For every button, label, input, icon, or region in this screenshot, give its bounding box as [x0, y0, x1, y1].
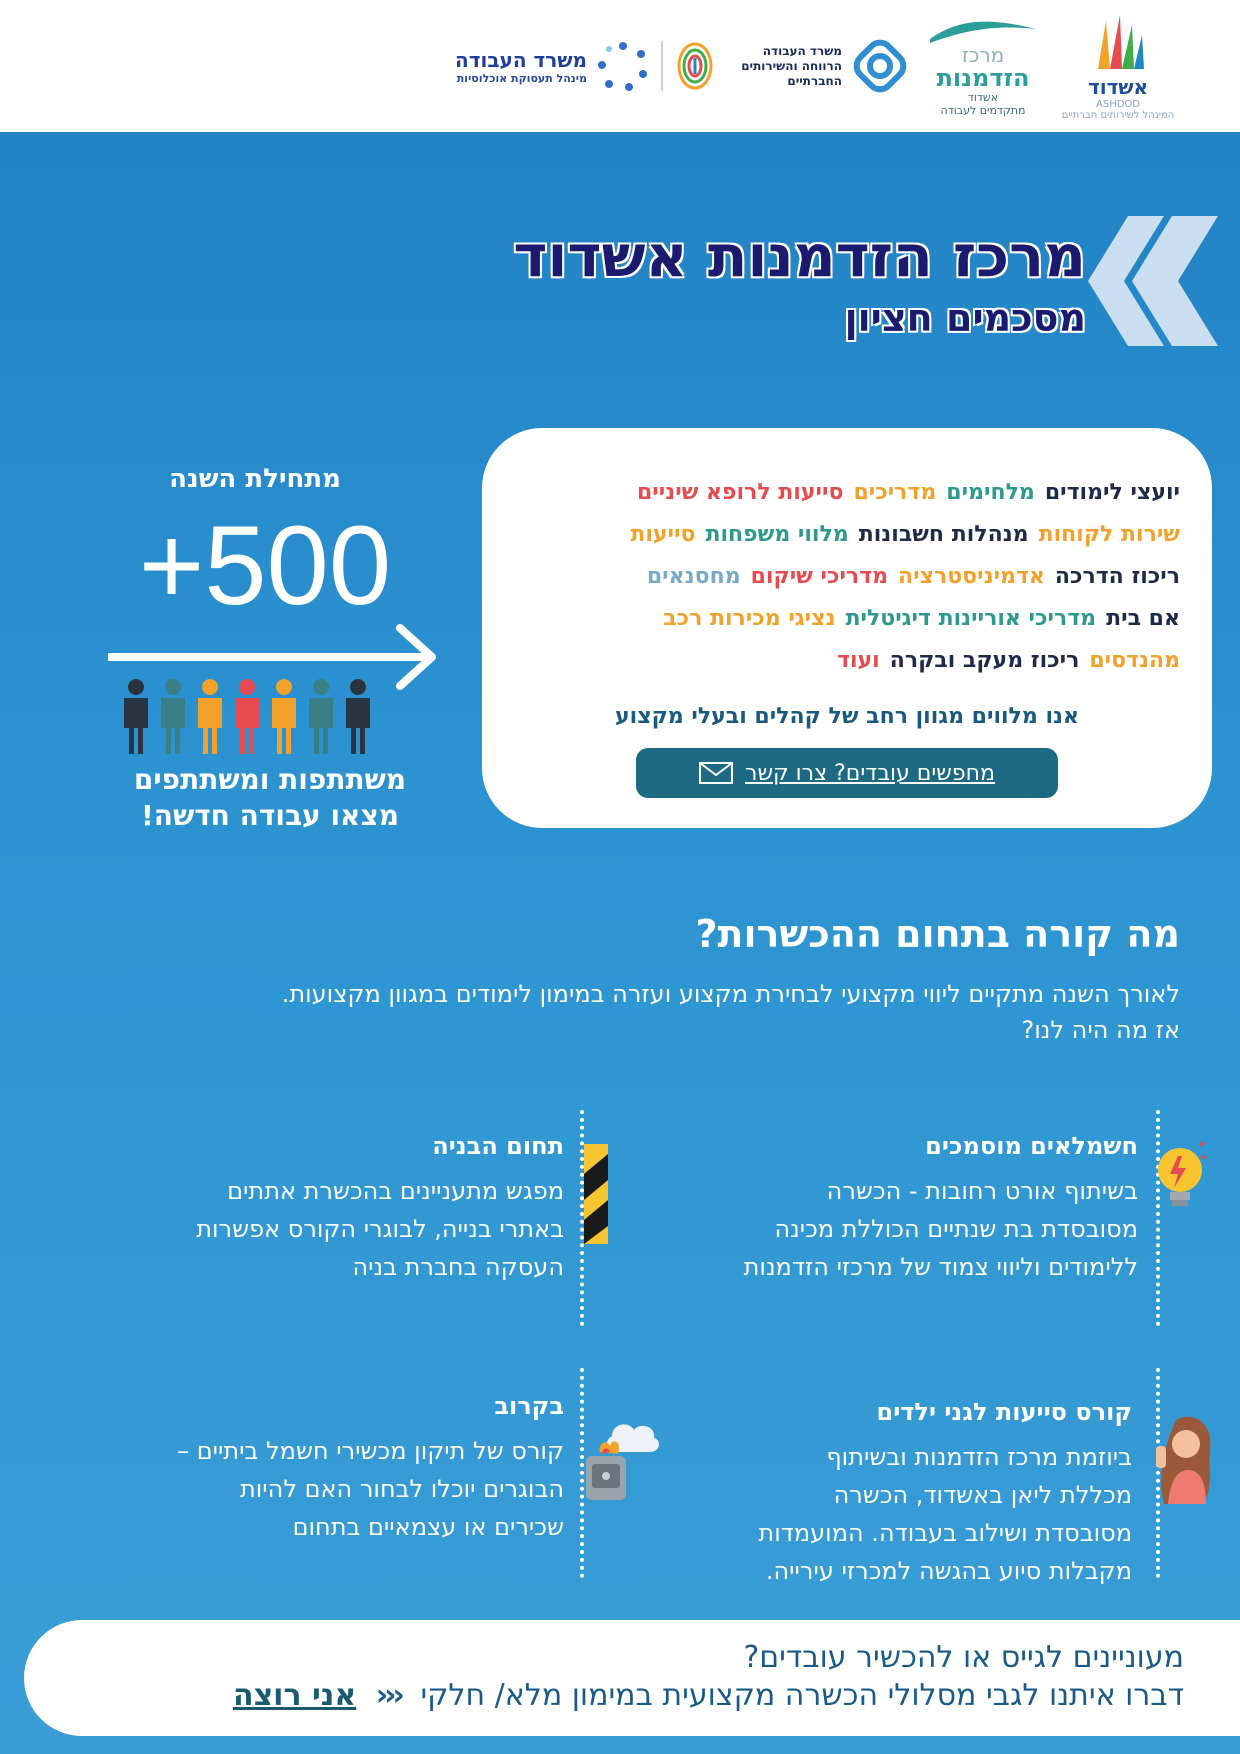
participants-number: +500: [138, 503, 392, 628]
role-tag: שירות לקוחות: [1038, 522, 1180, 547]
role-tag: מדריכי שיקום: [750, 564, 889, 589]
feature-line: מכללת ליאן באשדוד, הכשרה: [833, 1481, 1132, 1509]
feature-line: מקבלות סיוע בהגשה למכרזי עירייה.: [765, 1557, 1132, 1585]
ministry-welfare-l2: הרווחה והשירותים: [741, 58, 842, 73]
roles-list: [500, 472, 1180, 682]
role-tag: יועצי לימודים: [1044, 480, 1180, 505]
hizdamnut-l2: הזדמנות: [936, 64, 1030, 92]
role-tag: מדריכים: [853, 480, 937, 505]
feature-line: ללימודים וליווי צמוד של מרכזי הזדמנות: [743, 1253, 1138, 1281]
roles-line-4: [500, 598, 1180, 640]
contact-button-label: מחפשים עובדים? צרו קשר: [745, 760, 995, 786]
i-want-link[interactable]: אני רוצה: [232, 1678, 357, 1713]
roles-line-5: [500, 640, 1180, 682]
feature-electricians: [658, 1132, 1138, 1286]
feature-coming-soon: [84, 1392, 564, 1546]
barrier-icon: [584, 1144, 608, 1244]
feature-line: ביוזמת מרכז הזדמנות ובשיתוף: [826, 1443, 1132, 1471]
role-tag: מלווי משפחות: [705, 522, 849, 547]
ashdod-name: אשדוד: [1087, 75, 1149, 99]
feature-title: חשמלאים מוסמכים: [925, 1132, 1138, 1160]
roles-line-3: [500, 556, 1180, 598]
ministry-welfare-text: [741, 44, 842, 89]
role-tag: מנהלות חשבונות: [858, 522, 1029, 547]
card-note: אנו מלווים מגוון רחב של קהלים ובעלי מקצוע: [615, 704, 1079, 729]
person-icon: [161, 679, 185, 754]
feature-line: קורס של תיקון מכשירי חשמל ביתיים –: [177, 1437, 564, 1465]
ministry-labor-logo: [435, 0, 715, 132]
person-icon: [198, 679, 222, 754]
section-intro: [60, 976, 1180, 1048]
feature-line: בשיתוף אורט רחובות - הכשרה: [826, 1177, 1138, 1205]
person-icon: [124, 679, 148, 754]
role-tag: ריכוז מעקב ובקרה: [889, 648, 1080, 673]
participants-caption-1: משתתפות ומשתתפים: [133, 763, 407, 796]
section-title: מה קורה בתחום ההכשרות?: [695, 912, 1180, 956]
logo-divider: [661, 41, 663, 91]
ministry-labor-l2: מינהל תעסוקת אוכלוסיות: [456, 71, 587, 85]
footer-text-row: [233, 1678, 1184, 1713]
feature-line: שכירים או עצמאיים בתחום: [292, 1513, 564, 1541]
envelope-icon: [699, 762, 733, 784]
roles-line-2: [500, 514, 1180, 556]
section-intro-2: אז מה היה לנו?: [1021, 1016, 1180, 1044]
footer-text: דברו איתנו לגבי מסלולי הכשרה מקצועית במימון מלא/ חלקי: [420, 1678, 1184, 1713]
hizdamnut-l1: מרכז: [961, 43, 1005, 67]
feature-desc: [658, 1172, 1138, 1286]
ministry-labor-text: [455, 48, 587, 85]
footer-chevrons-icon: ‹‹‹: [375, 1678, 401, 1713]
woman-waving-icon: [1154, 1410, 1214, 1506]
feature-title: קורס סייעות לגני ילדים: [876, 1398, 1132, 1426]
participants-caption-2: מצאו עבודה חדשה!: [140, 799, 399, 832]
ministry-welfare-l1: משרד העבודה: [762, 43, 842, 58]
ministry-labor-l1: משרד העבודה: [454, 47, 587, 72]
role-tag: נציגי מכירות רכב: [663, 606, 836, 631]
double-chevron-icon: [1088, 216, 1218, 346]
feature-title: בקרוב: [494, 1392, 564, 1420]
feature-desc: [84, 1432, 564, 1546]
role-tag: סייעות לרופא שיניים: [636, 480, 844, 505]
hizdamnut-l3: אשדוד: [967, 91, 999, 104]
footer-cta-box: [24, 1620, 1240, 1736]
fingerprint-icon: [675, 41, 715, 91]
person-icon: [346, 679, 370, 754]
person-icon: [272, 679, 296, 754]
ministry-welfare-l3: החברתיים: [787, 73, 842, 88]
ministry-knot-icon: [852, 38, 908, 94]
feature-line: באתרי בנייה, לבוגרי הקורס אפשרות: [196, 1215, 564, 1243]
feature-kindergarten-assistants: [652, 1398, 1132, 1590]
role-tag: אדמיניסטרציה: [898, 564, 1045, 589]
lightbulb-icon: [1156, 1140, 1206, 1220]
feature-title: תחום הבניה: [432, 1132, 564, 1160]
ashdod-sub: המינהל לשירותים חברתיים: [1061, 110, 1175, 121]
gear-people-icon: [597, 40, 649, 92]
wave-icon: [928, 15, 1038, 45]
role-tag: ועוד: [837, 648, 880, 673]
roles-card: [482, 428, 1212, 828]
role-tag: מדריכי אוריינות דיגיטלית: [845, 606, 1097, 631]
ministry-welfare-logo: [728, 0, 908, 132]
person-icon: [309, 679, 333, 754]
ashdod-logo: [1048, 0, 1188, 132]
year-label: מתחילת השנה: [169, 464, 341, 494]
feature-line: מסובסדת בת שנתיים הכוללת מכינה: [774, 1215, 1138, 1243]
feature-desc: [104, 1172, 564, 1286]
feature-construction: [104, 1132, 564, 1286]
page-subtitle: מסכמים חציון: [844, 296, 1086, 340]
section-intro-1: לאורך השנה מתקיים ליווי מקצועי לבחירת מקצוע ועזרה במימון לימודים במגוון מקצועות.: [281, 980, 1180, 1008]
ashdod-flag-icon: [1088, 11, 1148, 71]
feature-line: העסקה בחברת בניה: [352, 1253, 564, 1281]
hizdamnut-logo: [918, 0, 1048, 132]
feature-line: מפגש מתעניינים בהכשרת אתתים: [227, 1177, 564, 1205]
hizdamnut-l4: מתקדמים לעבודה: [940, 104, 1026, 117]
feature-line: מסובסדת ושילוב בעבודה. המועמדות: [758, 1519, 1132, 1547]
page-title: מרכז הזדמנות אשדוד: [513, 222, 1086, 290]
feature-line: הבוגרים יוכלו לבחור האם להיות: [239, 1475, 564, 1503]
footer-question: מעוניינים לגייס או להכשיר עובדים?: [743, 1640, 1184, 1675]
broken-toaster-icon: [582, 1418, 662, 1508]
role-tag: אם בית: [1106, 606, 1180, 631]
people-icons: [118, 678, 378, 758]
roles-line-1: [500, 472, 1180, 514]
contact-button[interactable]: [636, 748, 1058, 798]
logo-bar: [0, 0, 1240, 132]
role-tag: סייעות: [630, 522, 696, 547]
role-tag: ריכוז הדרכה: [1054, 564, 1180, 589]
role-tag: מהנדסים: [1089, 648, 1180, 673]
person-icon: [235, 679, 259, 754]
feature-desc: [652, 1438, 1132, 1590]
participants-caption: [80, 762, 460, 834]
role-tag: מלחימים: [946, 480, 1035, 505]
role-tag: מחסנאים: [646, 564, 741, 589]
ashdod-tag: ASHDOD: [1096, 99, 1140, 110]
